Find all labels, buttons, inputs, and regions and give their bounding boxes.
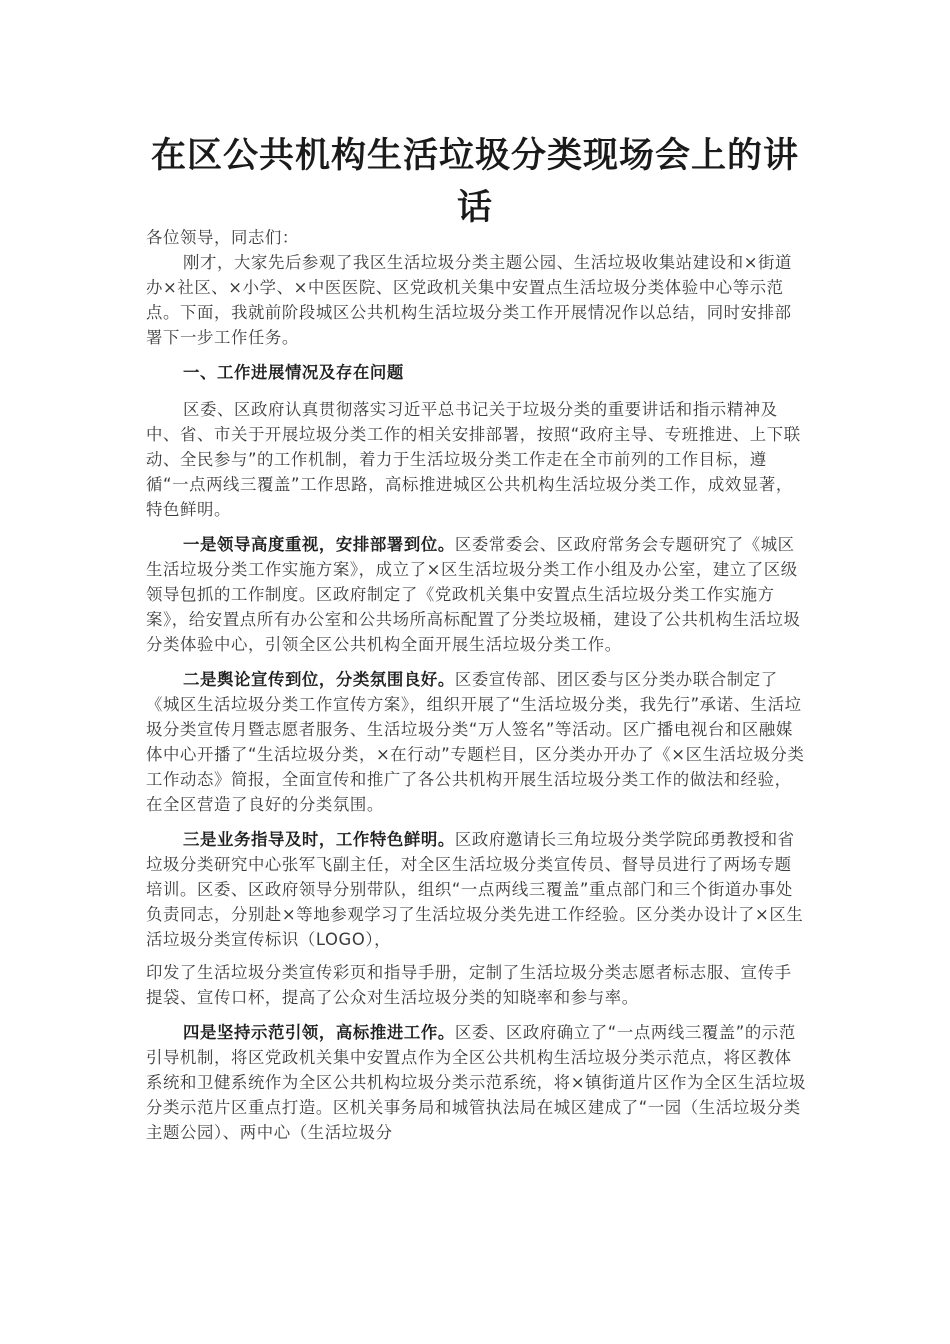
item-text-3: 区政府邀请长三角垃圾分类学院邱勇教授和省垃圾分类研究中心张军飞副主任，对全区生活垃圾分类宣传员、督导员进行了两场专题培训。区委、区政府领导分别带队，组织“一点两线三覆盖”重点部门和三个街道办事处负责同志，分别赴×等地参观学习了生活垃圾分类先进工作经验。区分类办设计了×区生活垃圾分类宣传标识（LOGO）， [146,830,804,949]
item-lead-1: 一是领导高度重视，安排部署到位。 [183,535,455,554]
item-paragraph-3-continued: 印发了生活垃圾分类宣传彩页和指导手册，定制了生活垃圾分类志愿者标志服、宣传手提袋、宣传口杯，提高了公众对生活垃圾分类的知晓率和参与率。 [146,963,792,1007]
item-paragraph-4 [146,1020,808,1145]
intro-paragraph: 刚才，大家先后参观了我区生活垃圾分类主题公园、生活垃圾收集站建设和×街道办×社区、×小学、×中医医院、区党政机关集中安置点生活垃圾分类体验中心等示范点。下面，我就前阶段城区公共机构生活垃圾分类工作开展情况作以总结，同时安排部署下一步工作任务。 [146,253,793,347]
section-paragraph: 区委、区政府认真贯彻落实习近平总书记关于垃圾分类的重要讲话和指示精神及中、省、市关于开展垃圾分类工作的相关安排部署，按照“政府主导、专班推进、上下联动、全民参与”的工作机制，着力于生活垃圾分类工作走在全市前列的工作目标，遵循“一点两线三覆盖”工作思路，高标推进城区公共机构生活垃圾分类工作，成效显著，特色鲜明。 [146,400,801,519]
item-paragraph-2 [146,667,808,817]
item-text-2: 区委宣传部、团区委与区分类办联合制定了《城区生活垃圾分类工作宣传方案》，组织开展了“生活垃圾分类，我先行”承诺、生活垃圾分类宣传月暨志愿者服务、生活垃圾分类“万人签名”等活动。区广播电视台和区融媒体中心开播了“生活垃圾分类，×在行动”专题栏目，区分类办开办了《×区生活垃圾分类工作动态》简报，全面宣传和推广了各公共机构开展生活垃圾分类工作的做法和经验，在全区营造了良好的分类氛围。 [146,670,805,814]
section-heading: 一、工作进展情况及存在问题 [183,363,404,382]
item-text-1: 区委常委会、区政府常务会专题研究了《城区生活垃圾分类工作实施方案》，成立了×区生活垃圾分类工作小组及办公室，建立了区级领导包抓的工作制度。区政府制定了《党政机关集中安置点生活垃圾分类工作实施方案》，给安置点所有办公室和公共场所高标配置了分类垃圾桶，建设了公共机构生活垃圾分类体验中心，引领全区公共机构全面开展生活垃圾分类工作。 [146,535,801,654]
document-title: 在区公共机构生活垃圾分类现场会上的讲话 [150,135,799,228]
item-text-4: 区委、区政府确立了“一点两线三覆盖”的示范引导机制，将区党政机关集中安置点作为全区公共机构生活垃圾分类示范点，将区教体系统和卫健系统作为全区公共机构垃圾分类示范系统，将×镇街道片区作为全区生活垃圾分类示范片区重点打造。区机关事务局和城管执法局在城区建成了“一园（生活垃圾分类主题公园）、两中心（生活垃圾分 [146,1023,806,1142]
item-lead-2: 二是舆论宣传到位，分类氛围良好。 [183,670,455,689]
item-paragraph-3 [146,827,808,952]
salutation: 各位领导，同志们： [146,228,299,247]
item-lead-4: 四是坚持示范引领，高标推进工作。 [183,1023,455,1042]
item-paragraph-1 [146,532,808,657]
document-body [146,225,808,1145]
item-lead-3: 三是业务指导及时，工作特色鲜明。 [183,830,455,849]
